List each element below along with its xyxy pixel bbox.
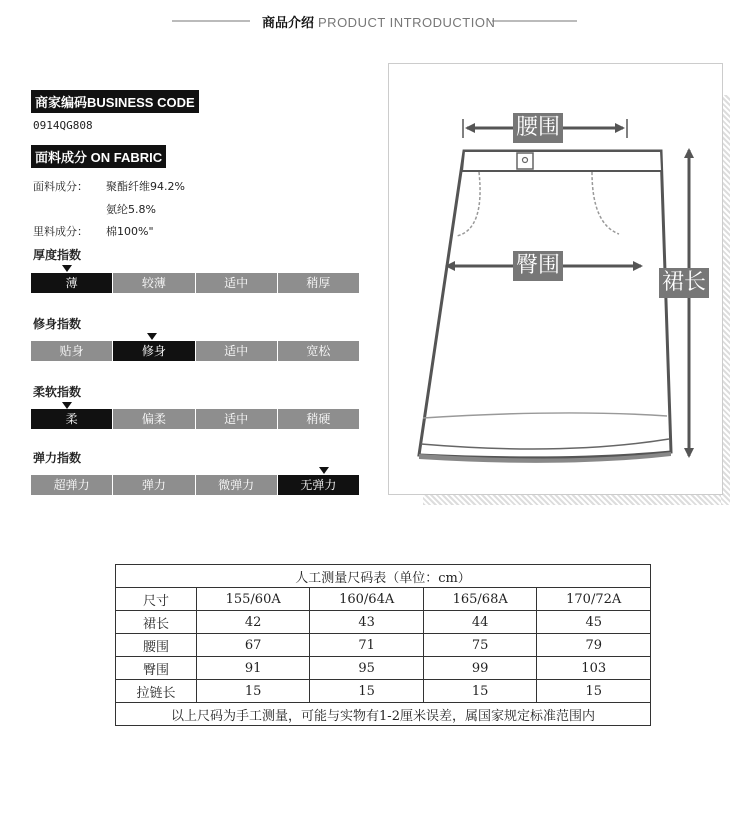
thickness-title: 厚度指数: [33, 248, 82, 262]
softness-marker: [62, 402, 72, 409]
table-cell: 44: [423, 611, 537, 634]
table-row: [116, 657, 651, 680]
skirt-diagram: [388, 63, 723, 495]
fabric-label: 面料成分 ON FABRIC: [31, 145, 166, 168]
table-cell: 71: [310, 634, 424, 657]
business-code-value: 0914QG808: [33, 119, 93, 132]
table-header-cell: 160/64A: [310, 588, 424, 611]
scale-option: 宽松: [278, 341, 359, 361]
size-table: [115, 564, 651, 726]
table-cell: 42: [196, 611, 310, 634]
scale-option: 无弹力: [278, 475, 359, 495]
size-table-caption: 人工测量尺码表（单位：cm）: [116, 565, 651, 588]
table-cell: 95: [310, 657, 424, 680]
table-cell: 67: [196, 634, 310, 657]
table-cell: 拉链长: [116, 680, 197, 703]
softness-scale: [31, 409, 359, 429]
scale-option: 修身: [113, 341, 195, 361]
table-cell: 45: [537, 611, 651, 634]
table-row: [116, 611, 651, 634]
section-title-en: PRODUCT INTRODUCTION: [318, 15, 496, 30]
table-cell: 裙长: [116, 611, 197, 634]
fit-title: 修身指数: [33, 317, 82, 331]
scale-option: 贴身: [31, 341, 113, 361]
fit-scale: [31, 341, 359, 361]
table-cell: 43: [310, 611, 424, 634]
scale-option: 柔: [31, 409, 113, 429]
scale-option: 偏柔: [113, 409, 195, 429]
softness-title: 柔软指数: [33, 385, 82, 399]
length-label: 裙长: [659, 268, 709, 298]
table-row: [116, 680, 651, 703]
scale-option: 适中: [196, 409, 278, 429]
table-cell: 103: [537, 657, 651, 680]
scale-option: 较薄: [113, 273, 195, 293]
header-line-left: [172, 20, 250, 22]
scale-option: 薄: [31, 273, 113, 293]
table-header-cell: 170/72A: [537, 588, 651, 611]
table-cell: 99: [423, 657, 537, 680]
elasticity-title: 弹力指数: [33, 451, 82, 465]
table-header-row: [116, 588, 651, 611]
table-cell: 79: [537, 634, 651, 657]
elasticity-marker: [319, 467, 329, 474]
table-cell: 15: [537, 680, 651, 703]
waist-label: 腰围: [513, 113, 563, 143]
scale-option: 适中: [196, 341, 278, 361]
header-line-right: [492, 20, 577, 22]
table-header-cell: 尺寸: [116, 588, 197, 611]
scale-option: 微弹力: [196, 475, 278, 495]
fabric-value-3: 棉100%": [106, 225, 154, 238]
section-title: [262, 12, 495, 31]
hip-label: 臀围: [513, 251, 563, 281]
table-cell: 75: [423, 634, 537, 657]
table-cell: 15: [196, 680, 310, 703]
fabric-value-2: 氨纶5.8%: [106, 203, 156, 216]
scale-option: 弹力: [113, 475, 195, 495]
business-code-label: 商家编码BUSINESS CODE: [31, 90, 199, 113]
elasticity-scale: [31, 475, 359, 495]
scale-option: 稍硬: [278, 409, 359, 429]
table-cell: 15: [423, 680, 537, 703]
thickness-marker: [62, 265, 72, 272]
section-title-cn: 商品介绍: [262, 16, 315, 31]
table-cell: 91: [196, 657, 310, 680]
scale-option: 适中: [196, 273, 278, 293]
fabric-key-1: 面料成分：: [33, 180, 88, 193]
table-row: [116, 634, 651, 657]
table-cell: 臀围: [116, 657, 197, 680]
table-header-cell: 165/68A: [423, 588, 537, 611]
scale-option: 稍厚: [278, 273, 359, 293]
table-cell: 15: [310, 680, 424, 703]
fabric-value-1: 聚酯纤维94.2%: [106, 180, 185, 193]
thickness-scale: [31, 273, 359, 293]
table-cell: 腰围: [116, 634, 197, 657]
table-header-cell: 155/60A: [196, 588, 310, 611]
size-table-note: 以上尺码为手工测量，可能与实物有1-2厘米误差，属国家规定标准范围内: [116, 703, 651, 726]
scale-option: 超弹力: [31, 475, 113, 495]
fit-marker: [147, 333, 157, 340]
fabric-key-3: 里料成分：: [33, 225, 88, 238]
